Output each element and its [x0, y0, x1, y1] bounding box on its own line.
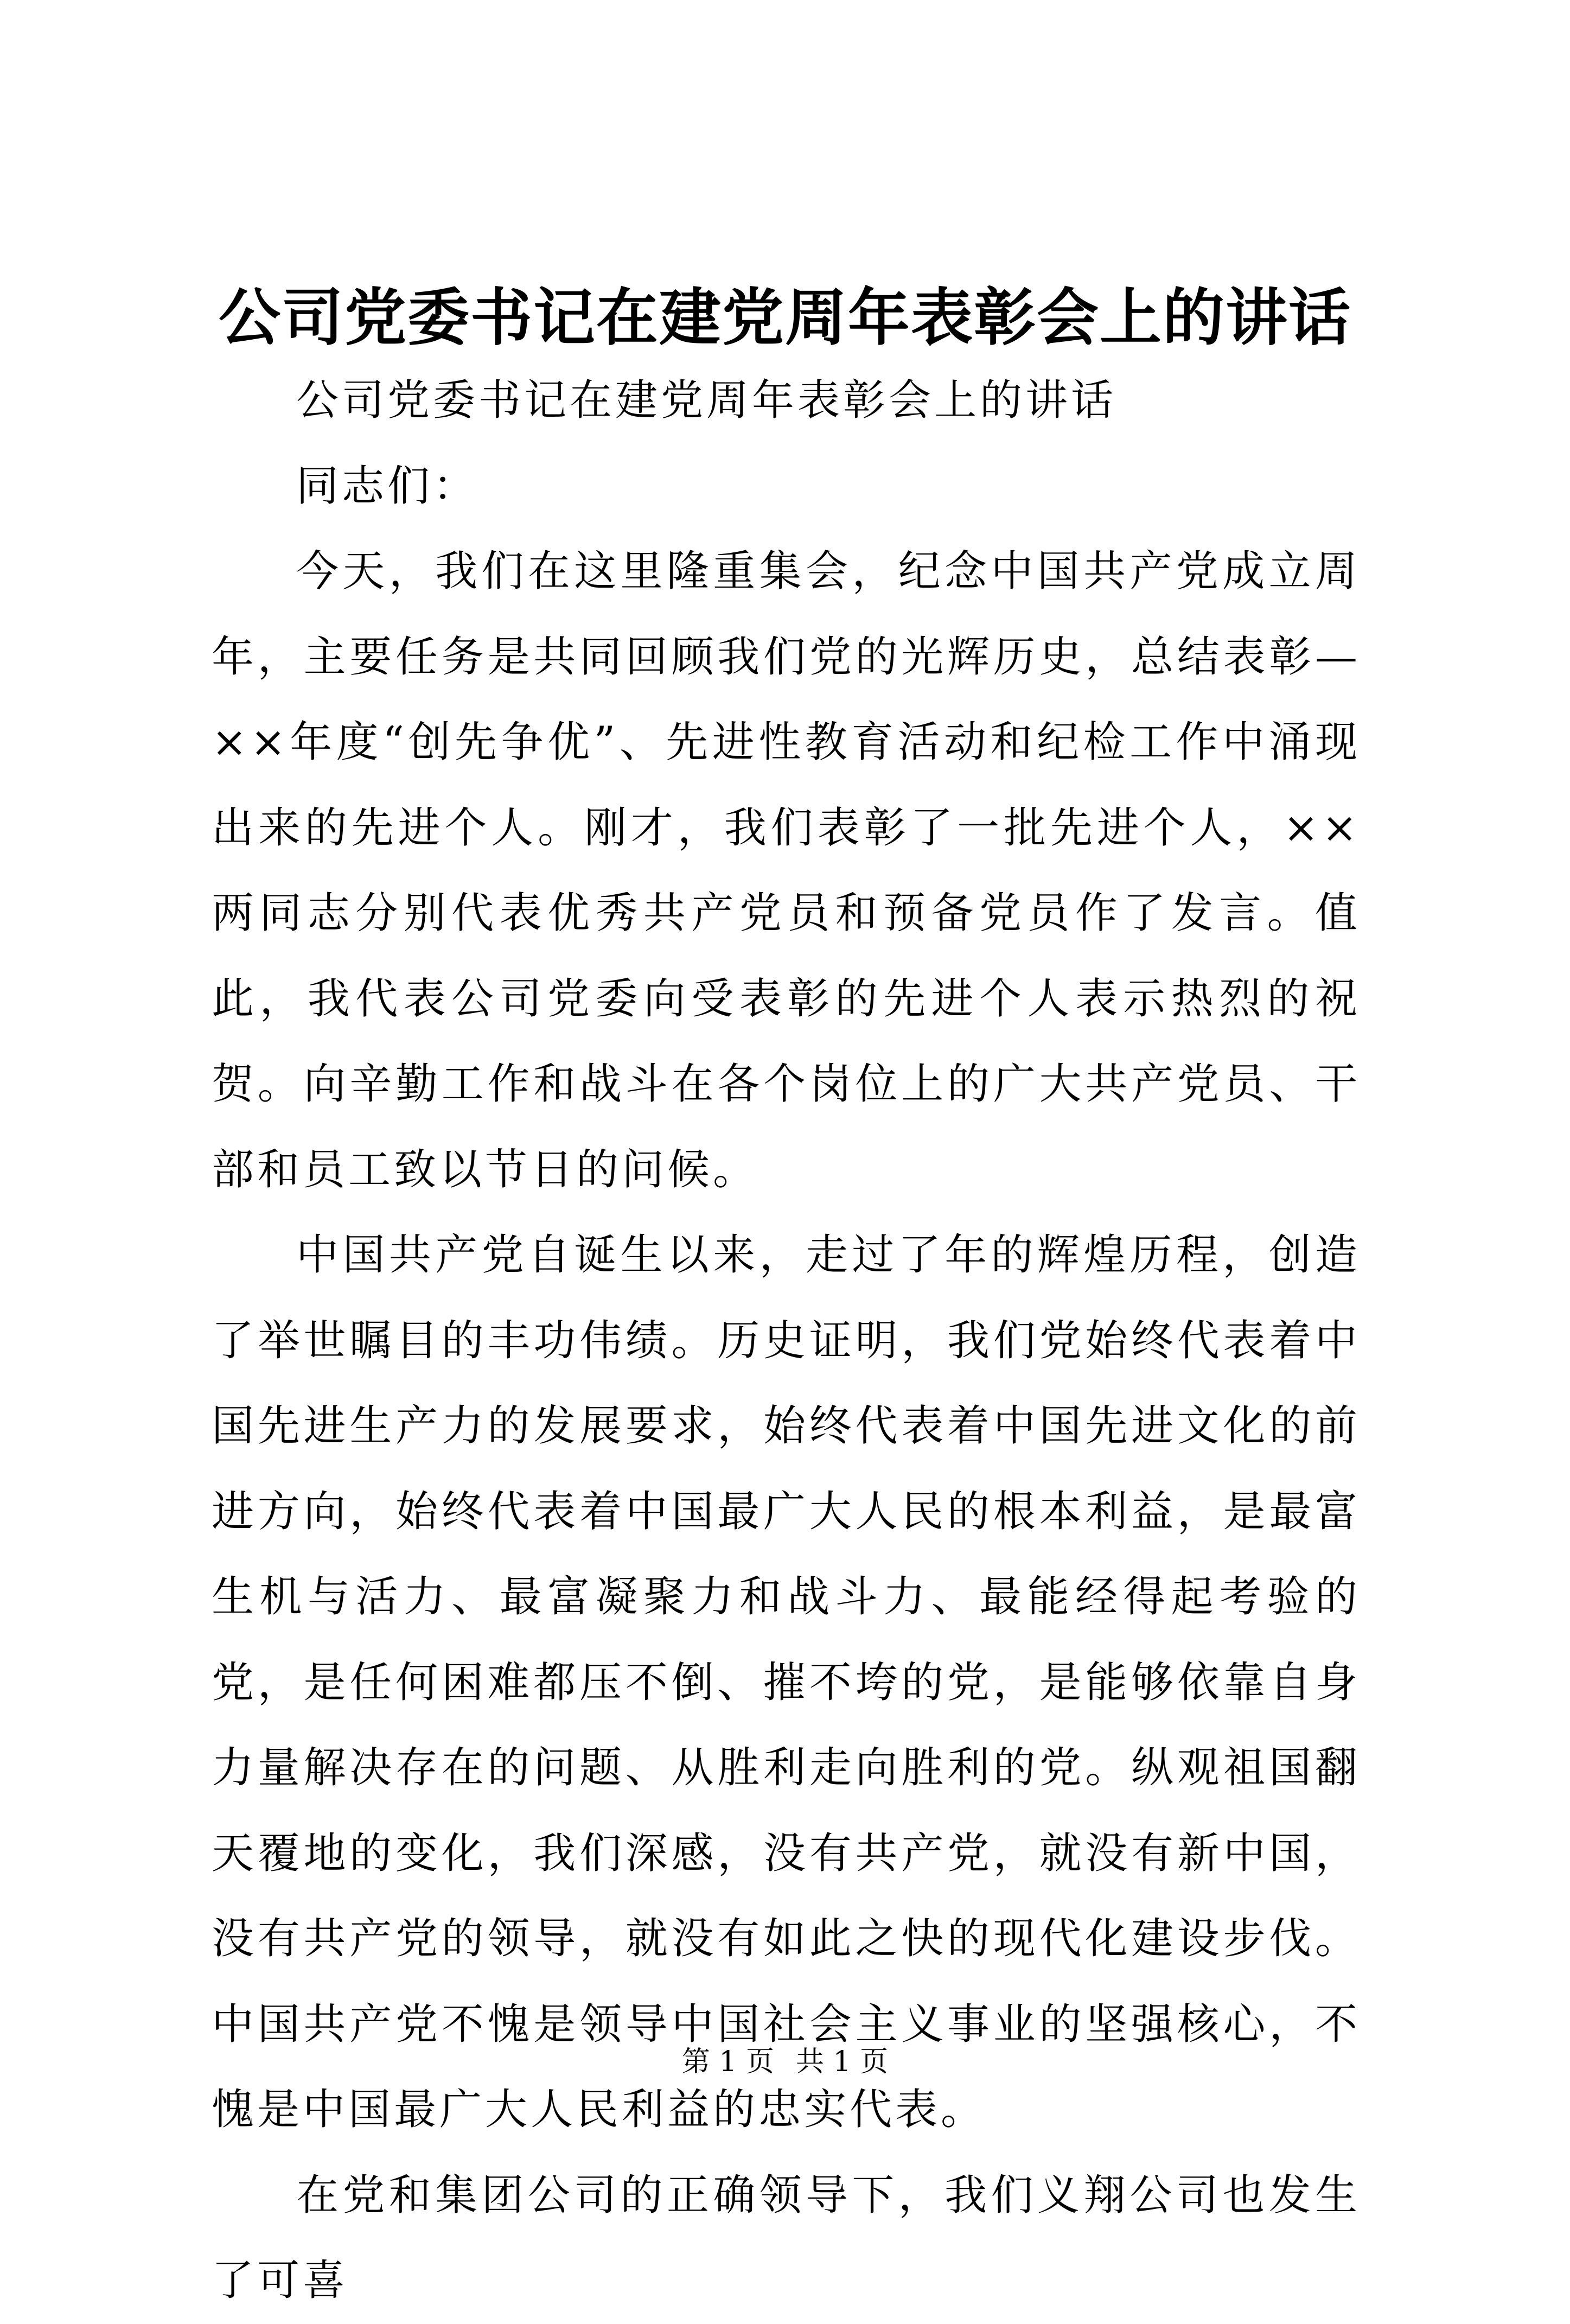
paragraph-history: 中国共产党自诞生以来，走过了年的辉煌历程，创造了举世瞩目的丰功伟绩。历史证明，我们党始终代表着中国先进生产力的发展要求，始终代表着中国先进文化的前进方向，始终代表着中国最广大人民的根本利益，是最富生机与活力、最富凝聚力和战斗力、最能经得起考验的党，是任何困难都压不倒、摧不垮的党，是能够依靠自身力量解决存在的问题、从胜利走向胜利的党。纵观祖国翻天覆地的变化，我们深感，没有共产党，就没有新中国，没有共产党的领导，就没有如此之快的现代化建设步伐。中国共产党不愧是领导中国社会主义事业的坚强核心，不愧是中国最广大人民利益的忠实代表。	[212, 1231, 1361, 2134]
page-footer	[0, 2043, 1570, 2081]
paragraph-company: 在党和集团公司的正确领导下，我们义翔公司也发生了可喜	[212, 2170, 1361, 2305]
paragraph-salutation: 同志们：	[296, 461, 479, 511]
page-number: 第 1 页	[681, 2046, 774, 2078]
page-total: 共 1 页	[796, 2046, 889, 2078]
document-body	[212, 358, 1361, 2324]
page-title: 公司党委书记在建党周年表彰会上的讲话	[218, 281, 1351, 354]
paragraph-opening: 今天，我们在这里隆重集会，纪念中国共产党成立周年，主要任务是共同回顾我们党的光辉历史，总结表彰—××年度“创先争优”、先进性教育活动和纪检工作中涌现出来的先进个人。刚才，我们表彰了一批先进个人，××两同志分别代表优秀共产党员和预备党员作了发言。值此，我代表公司党委向受表彰的先进个人表示热烈的祝贺。向辛勤工作和战斗在各个岗位上的广大共产党员、干部和员工致以节日的问候。	[212, 547, 1361, 1194]
paragraph-subtitle: 公司党委书记在建党周年表彰会上的讲话	[296, 376, 1117, 425]
